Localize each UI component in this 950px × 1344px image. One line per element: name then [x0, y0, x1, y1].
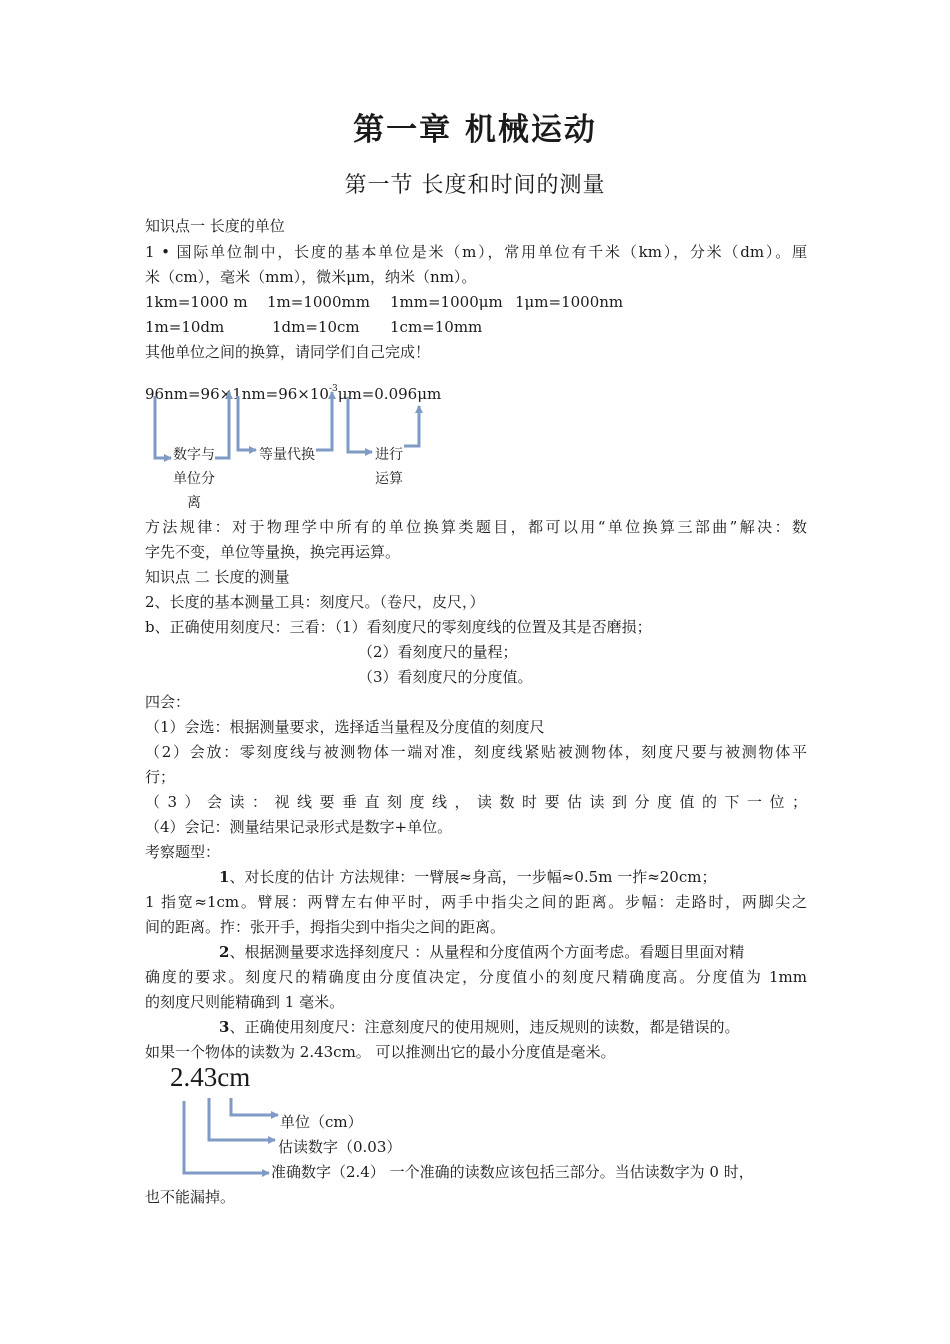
k2-h2a: （2）会放：零刻度线与被测物体一端对准，刻度线紧贴被测物体，刻度尺要与被测物体平 — [145, 743, 807, 761]
exam-t3-line1: 3、正确使用刻度尺：注意刻度尺的使用规则，违反规则的读数，都是错误的。 — [219, 1018, 740, 1036]
reading-accurate: 准确数字（2.4） 一个准确的读数应该包括三部分。当估读数字为 0 时， — [271, 1163, 754, 1181]
k2-h4: （4）会记：测量结果记录形式是数字+单位。 — [145, 818, 453, 836]
arrow-step1 — [155, 396, 171, 458]
reading-unit: 单位（cm） — [280, 1113, 363, 1131]
k2-h2b: 行； — [145, 768, 176, 786]
exam-t1-line2: 1 指宽≈1cm。臂展：两臂左右伸平时，两手中指尖之间的距离。步幅：走路时，两脚尖之 — [145, 893, 807, 911]
reading-estimate: 估读数字（0.03） — [278, 1138, 402, 1156]
arrow-step2 — [238, 396, 256, 450]
conversion: 1m=10dm — [145, 318, 225, 336]
arrow-unit — [231, 1098, 278, 1115]
exam-t2-line3: 的刻度尺则能精确到 1 毫米。 — [145, 993, 345, 1011]
step2-label: 等量代换 — [259, 447, 315, 463]
method-line1: 方法规律：对于物理学中所有的单位换算类题目，都可以用“单位换算三部曲”解决：数 — [145, 518, 807, 536]
conversion: 1mm=1000μm — [390, 293, 503, 311]
k2-see2: （2）看刻度尺的量程； — [358, 643, 518, 661]
arrow-accurate — [184, 1101, 269, 1173]
conversion: 1dm=10cm — [272, 318, 360, 336]
k1-line1: 1 • 国际单位制中，长度的基本单位是米（m），常用单位有千米（km），分米（dm）。厘 — [145, 243, 807, 261]
k1-note: 其他单位之间的换算，请同学们自己完成！ — [145, 343, 431, 361]
conversion: 1cm=10mm — [390, 318, 483, 336]
section-title: 第一节 长度和时间的测量 — [344, 173, 606, 198]
k1-line2: 米（cm），毫米（mm），微米μm，纳米（nm）。 — [145, 268, 477, 286]
arrow-step3 — [348, 397, 372, 452]
k2-see3: （3）看刻度尺的分度值。 — [358, 668, 533, 686]
k1-heading: 知识点一 长度的单位 — [145, 217, 285, 235]
conversion: 1μm=1000nm — [515, 293, 624, 311]
conversion: 1km=1000 m — [145, 293, 248, 311]
arrow-step2-up — [316, 392, 332, 450]
step1-label: 数字与 单位分 离 — [173, 447, 215, 511]
k2-four: 四会： — [145, 693, 191, 711]
exam-t1-line3: 间的距离。拃：张开手，拇指尖到中指尖之间的距离。 — [145, 918, 506, 936]
exam-heading: 考察题型： — [145, 843, 221, 861]
k2-heading: 知识点 二 长度的测量 — [145, 568, 290, 586]
reading-accurate2: 也不能漏掉。 — [145, 1188, 236, 1206]
method-line2: 字先不变，单位等量换，换完再运算。 — [145, 543, 401, 561]
exam-t2-line1: 2、根据测量要求选择刻度尺 ：从量程和分度值两个方面考虑。看题目里面对精 — [219, 943, 745, 961]
reading-value: 2.43cm — [170, 1062, 251, 1092]
example-exponent: -3 — [328, 384, 338, 394]
k2-h3: （3）会读：视线要垂直刻度线，读数时要估读到分度值的下一位； — [145, 793, 807, 811]
k2-b-line: b、正确使用刻度尺：三看：（1）看刻度尺的零刻度线的位置及其是否磨损； — [145, 618, 652, 636]
arrow-estimate — [209, 1098, 275, 1140]
exam-t2-line2: 确度的要求。刻度尺的精确度由分度值决定，分度值小的刻度尺精确度高。分度值为 1mm — [145, 968, 807, 986]
k2-tools: 2、长度的基本测量工具：刻度尺。（卷尺，皮尺，） — [145, 593, 485, 611]
example-part1: 96nm=96×1nm=96×10 — [145, 385, 329, 403]
k2-h1: （1）会选：根据测量要求，选择适当量程及分度值的刻度尺 — [145, 718, 545, 736]
exam-t3-line2: 如果一个物体的读数为 2.43cm。 可以推测出它的最小分度值是毫米。 — [145, 1043, 616, 1061]
conversion: 1m=1000mm — [267, 293, 370, 311]
exam-t1-line1: 1、对长度的估计 方法规律：一臂展≈身高，一步幅≈0.5m 一拃≈20cm； — [219, 868, 717, 886]
chapter-title: 第一章 机械运动 — [353, 112, 597, 148]
example-part2: μm=0.096μm — [337, 385, 442, 403]
step3-label: 进行 运算 — [375, 447, 403, 487]
arrow-step3-up — [404, 406, 419, 446]
